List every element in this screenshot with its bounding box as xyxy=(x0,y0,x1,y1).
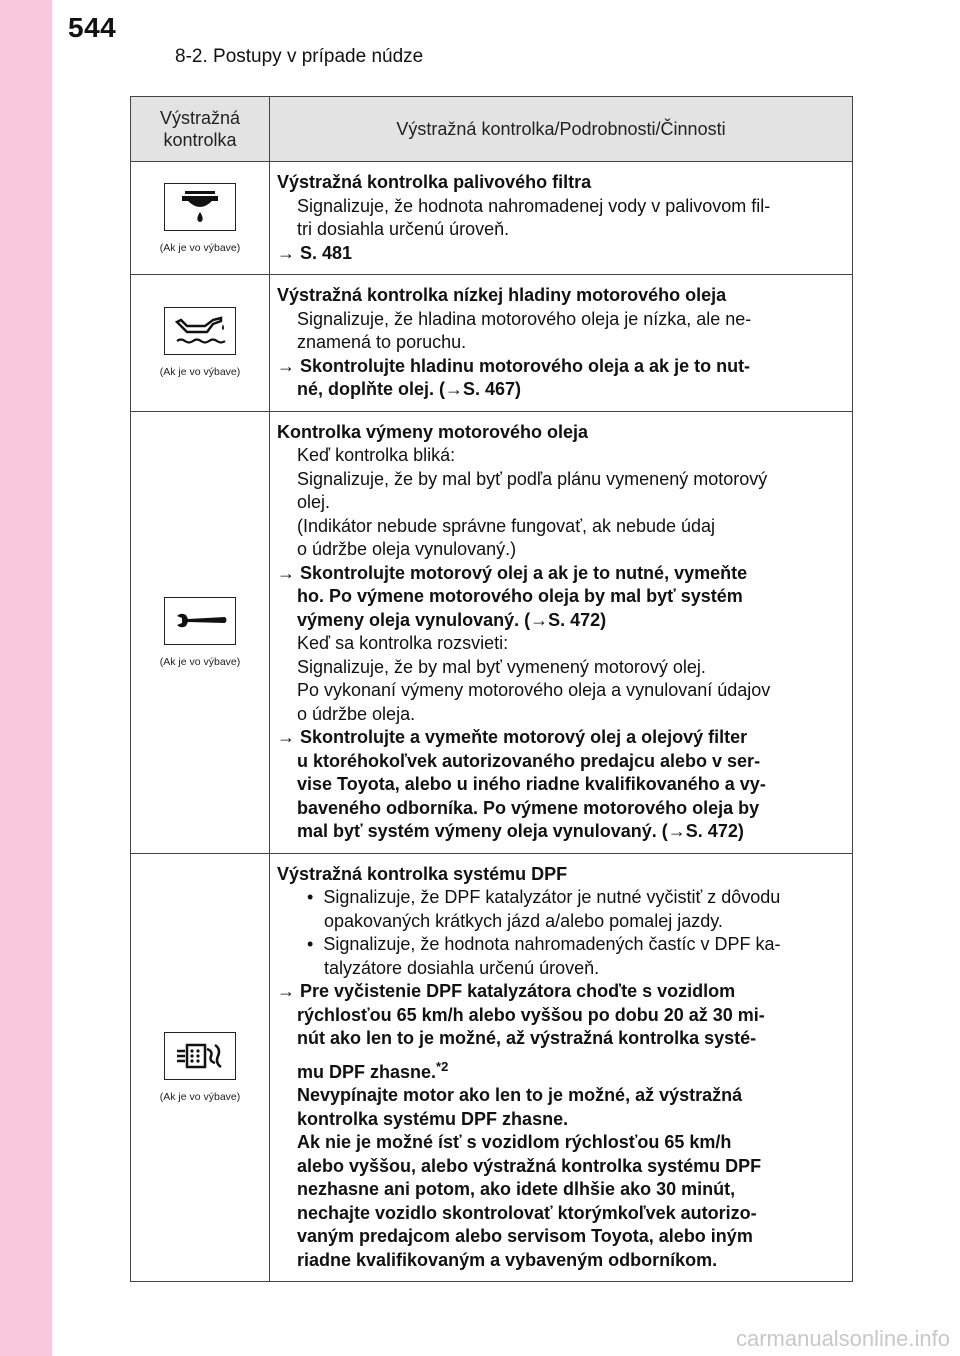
action-text: vaným predajcom alebo servisom Toyota, alebo iným xyxy=(297,1226,753,1246)
availability-note: (Ak je vo výbave) xyxy=(159,241,241,254)
light-title: Kontrolka výmeny motorového oleja xyxy=(277,421,589,442)
availability-note: (Ak je vo výbave) xyxy=(159,655,241,668)
action-text: → Skontrolujte motorový olej a ak je to nutné, vymeňte xyxy=(277,562,748,583)
action-text: nút ako len to je možné, až výstražná kontrolka systé- xyxy=(297,1028,757,1048)
action-text: → Skontrolujte hladinu motorového oleja a ak je to nut- xyxy=(277,355,751,376)
light-title: Výstražná kontrolka palivového filtra xyxy=(277,172,592,192)
action-text: ho. Po výmene motorového oleja by mal byť systém xyxy=(297,586,743,606)
text-line: Po vykonaní výmeny motorového oleja a vynulovaní údajov xyxy=(297,680,771,700)
footnote-marker[interactable]: *2 xyxy=(436,1058,449,1074)
action-text: nezhasne ani potom, ako idete dlhšie ako 30 minút, xyxy=(297,1179,736,1199)
text-line: opakovaných krátkych jázd a/alebo pomalej jazdy. xyxy=(324,910,723,931)
action-text: u ktoréhokoľvek autorizovaného predajcu alebo v ser- xyxy=(297,750,761,771)
text-line: o údržbe oleja. xyxy=(297,703,416,724)
action-text: riadne kvalifikovaným a vybaveným odborníkom. xyxy=(297,1249,718,1270)
icon-cell xyxy=(131,275,270,412)
page-reference-link[interactable]: → S. 481 xyxy=(277,242,353,263)
description-cell xyxy=(270,853,853,1282)
light-title: Výstražná kontrolka nízkej hladiny motorového oleja xyxy=(277,285,727,305)
watermark: carmanualsonline.info xyxy=(735,1326,950,1351)
description-cell xyxy=(270,162,853,275)
table-row xyxy=(131,162,853,275)
warning-lights-table xyxy=(130,96,852,1282)
text-line: (Indikátor nebude správne fungovať, ak nebude údaj xyxy=(297,515,716,536)
action-text: Ak nie je možné ísť s vozidlom rýchlosťou 65 km/h xyxy=(297,1132,732,1152)
table-row xyxy=(131,275,853,412)
text-line: Signalizuje, že hladina motorového oleja je nízka, ale ne- xyxy=(297,308,752,329)
bullet-item: • Signalizuje, že DPF katalyzátor je nutné vyčistiť z dôvodu xyxy=(307,887,781,907)
table-row xyxy=(131,411,853,853)
description-cell xyxy=(270,411,853,853)
action-text[interactable]: né, doplňte olej. (→S. 467) xyxy=(297,379,522,399)
action-text[interactable]: mal byť systém výmeny oleja vynulovaný. (→S. 472) xyxy=(297,821,744,841)
action-text: nechajte vozidlo skontrolovať ktorýmkoľvek autorizo- xyxy=(297,1202,757,1223)
icon-cell xyxy=(131,162,270,275)
text-line: Keď kontrolka bliká: xyxy=(297,445,456,465)
text-line: o údržbe oleja vynulovaný.) xyxy=(297,539,517,559)
header-details: Výstražná kontrolka/Podrobnosti/Činnosti xyxy=(270,97,853,162)
dpf-icon xyxy=(164,1032,236,1080)
description-cell xyxy=(270,275,853,412)
table-header-row xyxy=(131,97,853,162)
text-line: Signalizuje, že by mal byť podľa plánu vymenený motorový xyxy=(297,468,768,489)
availability-note: (Ak je vo výbave) xyxy=(159,1090,241,1103)
low-engine-oil-level-icon xyxy=(164,307,236,355)
action-text: kontrolka systému DPF zhasne. xyxy=(297,1108,569,1129)
availability-note: (Ak je vo výbave) xyxy=(159,366,241,379)
fuel-filter-icon xyxy=(164,183,236,231)
action-text: Nevypínajte motor ako len to je možné, až výstražná xyxy=(297,1085,743,1105)
action-text: baveného odborníka. Po výmene motorového oleja by xyxy=(297,797,760,818)
chapter-tab-strip xyxy=(0,0,52,1356)
action-text: rýchlosťou 65 km/h alebo vyššou po dobu 20 až 30 mi- xyxy=(297,1004,765,1025)
light-title: Výstražná kontrolka systému DPF xyxy=(277,863,568,884)
action-text: → Pre vyčistenie DPF katalyzátora choďte s vozidlom xyxy=(277,981,736,1001)
header-warning-light: Výstražná kontrolka xyxy=(131,97,270,162)
action-text: → Skontrolujte a vymeňte motorový olej a olejový filter xyxy=(277,727,748,747)
bullet-item: • Signalizuje, že hodnota nahromadených častíc v DPF ka- xyxy=(307,934,781,954)
action-text[interactable]: výmeny oleja vynulovaný. (→S. 472) xyxy=(297,609,607,630)
text-line: olej. xyxy=(297,492,331,512)
action-text: vise Toyota, alebo u iného riadne kvalifikovaného a vy- xyxy=(297,774,766,794)
text-line: tri dosiahla určenú úroveň. xyxy=(297,219,510,239)
table-row xyxy=(131,853,853,1282)
wrench-icon xyxy=(164,597,236,645)
text-line: Signalizuje, že by mal byť vymenený motorový olej. xyxy=(297,656,706,677)
section-title: 8-2. Postupy v prípade núdze xyxy=(175,46,424,67)
icon-cell xyxy=(131,411,270,853)
text-line: Keď sa kontrolka rozsvieti: xyxy=(297,633,509,653)
icon-cell xyxy=(131,853,270,1282)
text-line: znamená to poruchu. xyxy=(297,332,467,352)
page-number: 544 xyxy=(68,12,117,43)
text-line: talyzátore dosiahla určenú úroveň. xyxy=(324,957,600,978)
text-line: Signalizuje, že hodnota nahromadenej vody v palivovom fil- xyxy=(297,195,771,216)
action-text: alebo vyššou, alebo výstražná kontrolka systému DPF xyxy=(297,1155,762,1176)
action-text: mu DPF zhasne.$^{*2}$ xyxy=(297,1058,449,1082)
